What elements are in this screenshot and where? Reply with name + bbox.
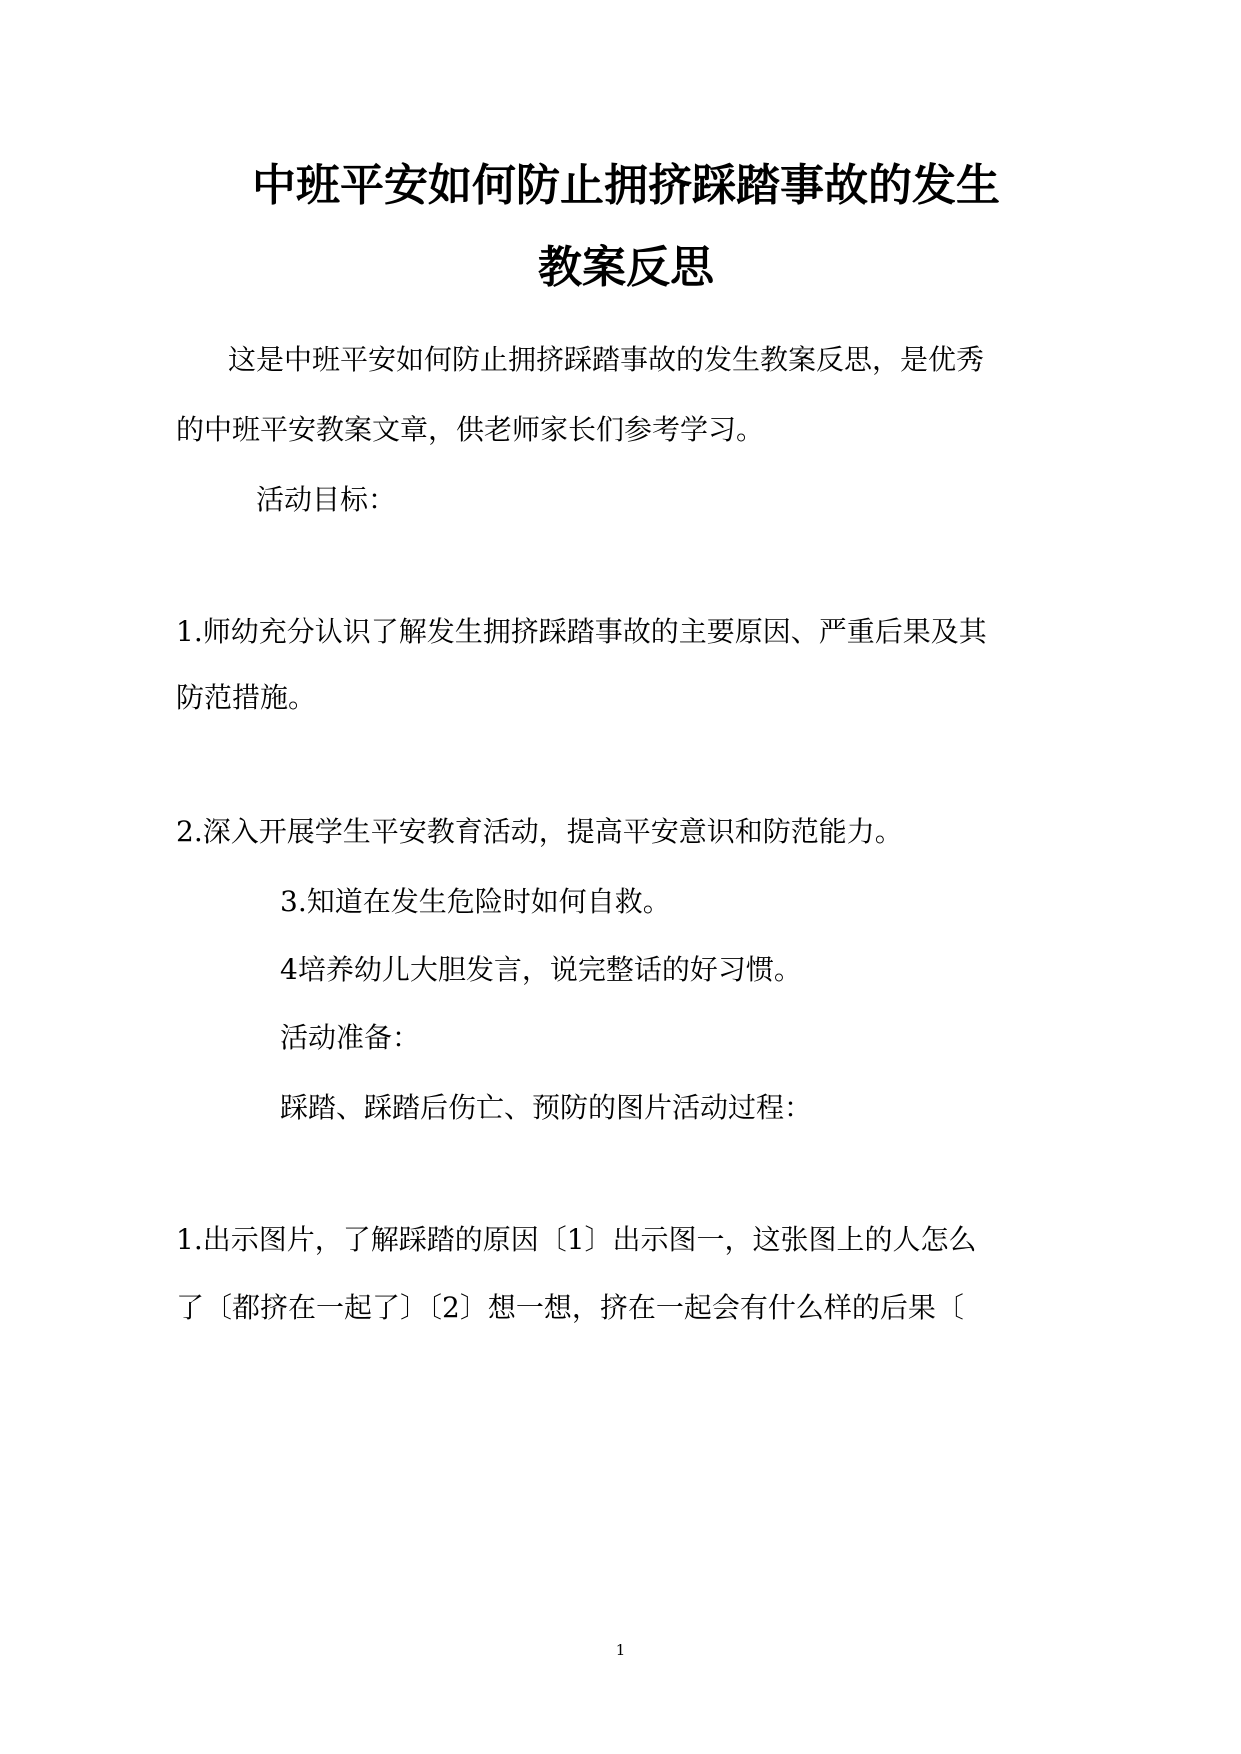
document-title-line-1: 中班平安如何防止拥挤踩踏事故的发生: [252, 160, 1000, 211]
document-title-line-2: 教案反思: [538, 242, 714, 293]
goal-4: 4培养幼儿大胆发言，说完整话的好习惯。: [280, 953, 802, 986]
page-number: 1: [615, 1641, 626, 1659]
process-1-line-1: 1.出示图片，了解踩踏的原因〔1〕出示图一，这张图上的人怎么: [176, 1223, 977, 1256]
goals-heading: 活动目标：: [256, 483, 397, 516]
preparation-text: 踩踏、踩踏后伤亡、预防的图片活动过程：: [280, 1091, 813, 1124]
preparation-heading: 活动准备：: [280, 1021, 421, 1054]
process-1-line-2: 了〔都挤在一起了〕〔2〕想一想，挤在一起会有什么样的后果〔: [176, 1291, 964, 1324]
intro-paragraph-line-1: 这是中班平安如何防止拥挤踩踏事故的发生教案反思，是优秀: [228, 343, 985, 376]
goal-1-line-1: 1.师幼充分认识了解发生拥挤踩踏事故的主要原因、严重后果及其: [176, 615, 987, 648]
goal-3: 3.知道在发生危险时如何自救。: [280, 885, 671, 918]
goal-1-line-2: 防范措施。: [176, 681, 317, 714]
goal-2: 2.深入开展学生平安教育活动，提高平安意识和防范能力。: [176, 815, 903, 848]
intro-paragraph-line-2: 的中班平安教案文章，供老师家长们参考学习。: [176, 413, 765, 446]
